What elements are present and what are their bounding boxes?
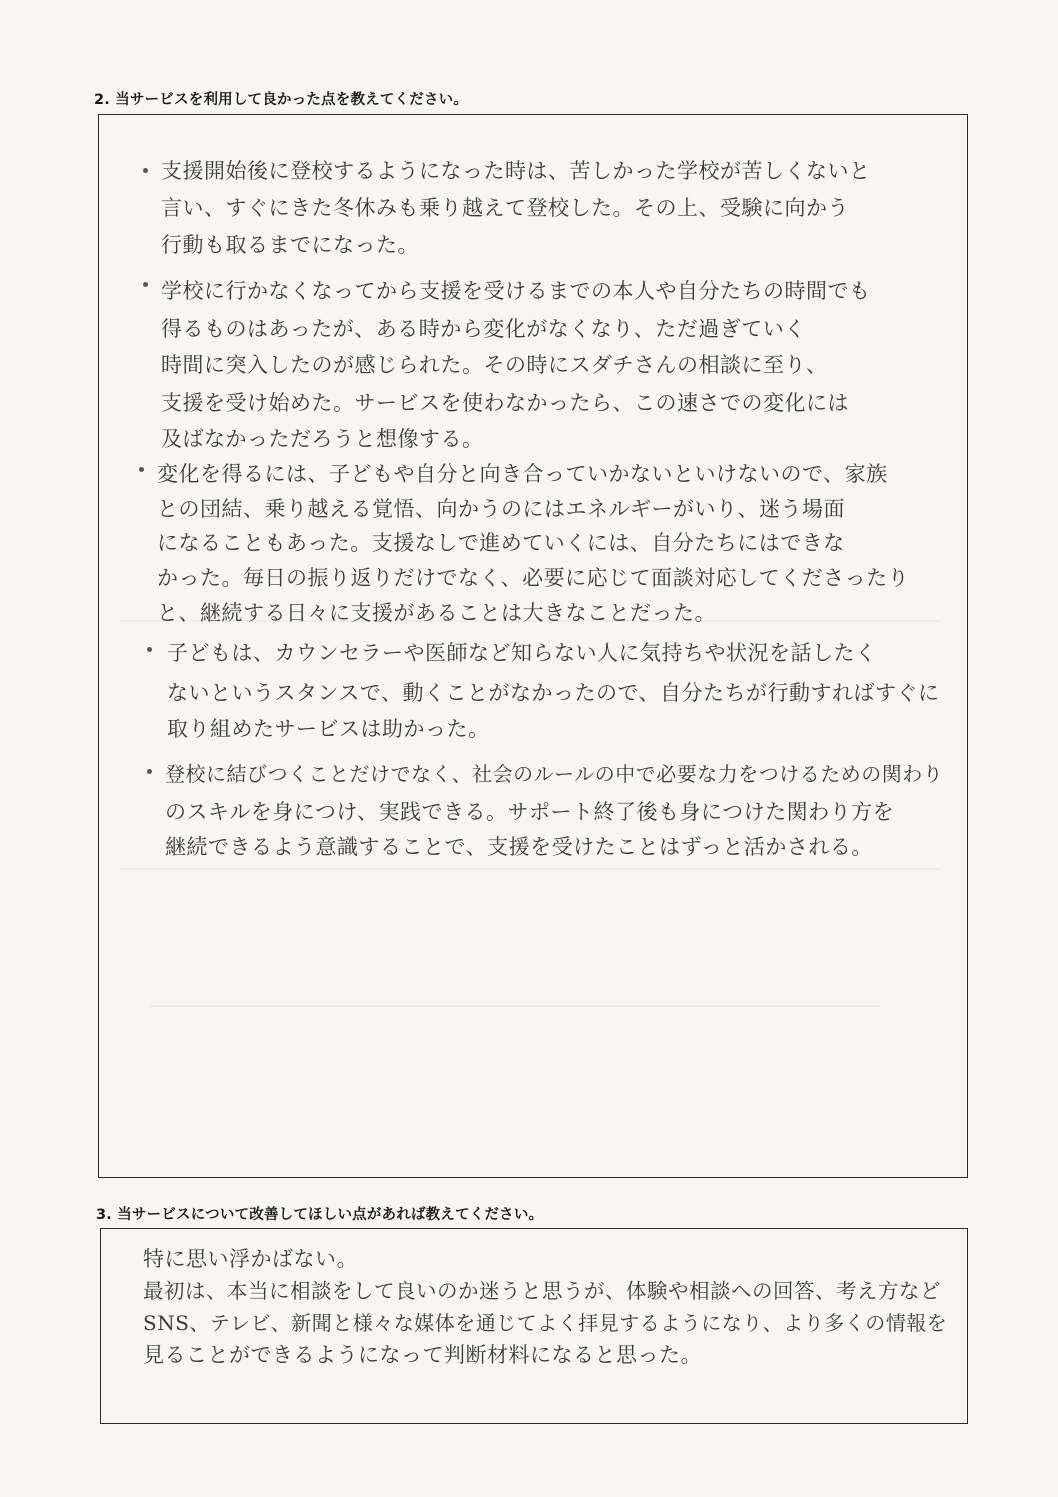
answer-line: 言い、すぐにきた冬休みも乗り越えて登校した。その上、受験に向かう (161, 196, 849, 220)
answer-line: 登校に結びつくことだけでなく、社会のルールの中で必要な力をつけるための関わり (165, 762, 944, 786)
answer-line: のスキルを身につけ、実践できる。サポート終了後も身につけた関わり方を (165, 800, 895, 824)
answer-line: 取り組めたサービスは助かった。 (167, 717, 490, 741)
bullet (147, 647, 152, 652)
answer-line: 変化を得るには、子どもや自分と向き合っていかないといけないので、家族 (157, 462, 888, 486)
answer-line: 支援開始後に登校するようになった時は、苦しかった学校が苦しくないと (161, 159, 871, 183)
answer-line: SNS、テレビ、新聞と様々な媒体を通じてよく拝見するようになり、より多くの情報を (143, 1311, 948, 1335)
question-3-answer-box (100, 1228, 968, 1424)
answer-line: との団結、乗り越える覚悟、向かうのにはエネルギーがいり、迷う場面 (157, 497, 845, 521)
answer-line: 子どもは、カウンセラーや医師など知らない人に気持ちや状況を話したく (167, 641, 877, 665)
answer-line: 支援を受け始めた。サービスを使わなかったら、この速さでの変化には (161, 391, 849, 415)
answer-line: 特に思い浮かばない。 (143, 1247, 358, 1271)
answer-line: 時間に突入したのが感じられた。その時にスダチさんの相談に至り、 (161, 353, 828, 377)
answer-line: 及ばなかっただろうと想像する。 (161, 427, 484, 451)
answer-line: ないというスタンスで、動くことがなかったので、自分たちが行動すればすぐに (167, 681, 940, 705)
answer-line: になることもあった。支援なしで進めていくには、自分たちにはできな (157, 531, 845, 555)
question-2-answer-box (98, 114, 968, 1178)
question-3-heading: 3. 当サービスについて改善してほしい点があれば教えてください。 (96, 1207, 544, 1223)
bullet (147, 769, 152, 774)
answer-line: 行動も取るまでになった。 (161, 233, 419, 257)
answer-line: 学校に行かなくなってから支援を受けるまでの本人や自分たちの時間でも (161, 279, 871, 303)
bullet (139, 467, 144, 472)
answer-line: 最初は、本当に相談をして良いのか迷うと思うが、体験や相談への回答、考え方など (143, 1279, 941, 1303)
answer-line: 継続できるよう意識することで、支援を受けたことはずっと活かされる。 (165, 835, 873, 859)
answer-line: と、継続する日々に支援があることは大きなことだった。 (157, 601, 716, 625)
answer-line: 見ることができるようになって判断材料になると思った。 (143, 1343, 702, 1367)
answer-line: 得るものはあったが、ある時から変化がなくなり、ただ過ぎていく (161, 317, 806, 341)
bullet (143, 282, 148, 287)
answer-line: かった。毎日の振り返りだけでなく、必要に応じて面談対応してくださったり (157, 566, 910, 590)
bullet (143, 168, 148, 173)
question-2-heading: 2. 当サービスを利用して良かった点を教えてください。 (94, 92, 469, 108)
